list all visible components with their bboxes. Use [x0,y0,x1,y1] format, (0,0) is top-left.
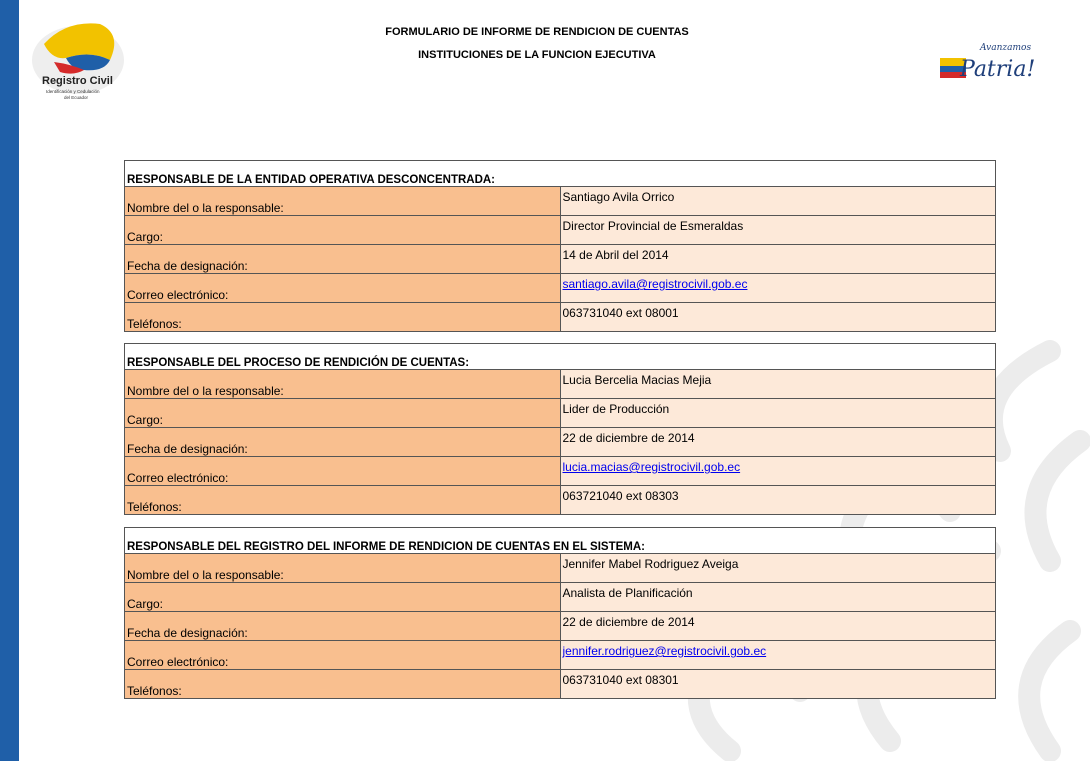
registro-civil-logo [26,14,136,114]
section-proceso-rendicion [124,343,996,515]
left-accent-bar [0,0,19,761]
field-value: 22 de diciembre de 2014 [560,612,996,641]
field-value: 063721040 ext 08303 [560,486,996,515]
table-row [125,216,996,245]
table-row [125,428,996,457]
field-label: Cargo: [125,583,561,612]
table-row [125,457,996,486]
field-label: Teléfonos: [125,486,561,515]
logo-left-sub2: del Ecuador [64,95,89,100]
logo-left-sub1: Identificación y Cedulación [46,89,100,94]
field-label: Correo electrónico: [125,274,561,303]
field-value: 063731040 ext 08301 [560,670,996,699]
table-row [125,612,996,641]
table-row [125,399,996,428]
email-value [560,274,996,303]
field-value: Jennifer Mabel Rodriguez Aveiga [560,554,996,583]
table-row [125,486,996,515]
section-title: RESPONSABLE DEL PROCESO DE RENDICIÓN DE CUENTAS: [125,344,996,370]
field-value: Director Provincial de Esmeraldas [560,216,996,245]
field-label: Correo electrónico: [125,457,561,486]
email-link[interactable]: jennifer.rodriguez@registrocivil.gob.ec [562,644,767,658]
field-label: Fecha de designación: [125,428,561,457]
table-row [125,670,996,699]
field-value: Lucia Bercelia Macias Mejia [560,370,996,399]
logo-right-big: Patria! [960,57,1036,82]
field-label: Nombre del o la responsable: [125,370,561,399]
field-value: 14 de Abril del 2014 [560,245,996,274]
form-title: FORMULARIO DE INFORME DE RENDICION DE CUENTAS [385,26,689,38]
table-row [125,303,996,332]
field-value: 22 de diciembre de 2014 [560,428,996,457]
logo-right-small: Avanzamos [980,43,1032,53]
field-value: 063731040 ext 08001 [560,303,996,332]
email-link[interactable]: lucia.macias@registrocivil.gob.ec [562,460,741,474]
field-label: Fecha de designación: [125,245,561,274]
field-label: Correo electrónico: [125,641,561,670]
field-label: Cargo: [125,216,561,245]
table-row [125,641,996,670]
email-link[interactable]: santiago.avila@registrocivil.gob.ec [562,277,748,291]
logo-left-name: Registro Civil [42,75,113,87]
table-row [125,187,996,216]
field-label: Teléfonos: [125,670,561,699]
table-row [125,370,996,399]
field-value: Santiago Avila Orrico [560,187,996,216]
avanzamos-patria-logo [938,36,1038,88]
section-title: RESPONSABLE DE LA ENTIDAD OPERATIVA DESCONCENTRADA: [125,161,996,187]
email-value [560,641,996,670]
field-label: Cargo: [125,399,561,428]
table-row [125,554,996,583]
field-value: Lider de Producción [560,399,996,428]
table-row [125,274,996,303]
section-registro-sistema [124,527,996,699]
section-entidad-operativa [124,160,996,332]
table-row [125,245,996,274]
email-value [560,457,996,486]
field-label: Teléfonos: [125,303,561,332]
field-label: Nombre del o la responsable: [125,554,561,583]
section-title: RESPONSABLE DEL REGISTRO DEL INFORME DE RENDICION DE CUENTAS EN EL SISTEMA: [125,528,996,554]
field-label: Fecha de designación: [125,612,561,641]
field-label: Nombre del o la responsable: [125,187,561,216]
form-subtitle: INSTITUCIONES DE LA FUNCION EJECUTIVA [418,49,656,61]
field-value: Analista de Planificación [560,583,996,612]
table-row [125,583,996,612]
